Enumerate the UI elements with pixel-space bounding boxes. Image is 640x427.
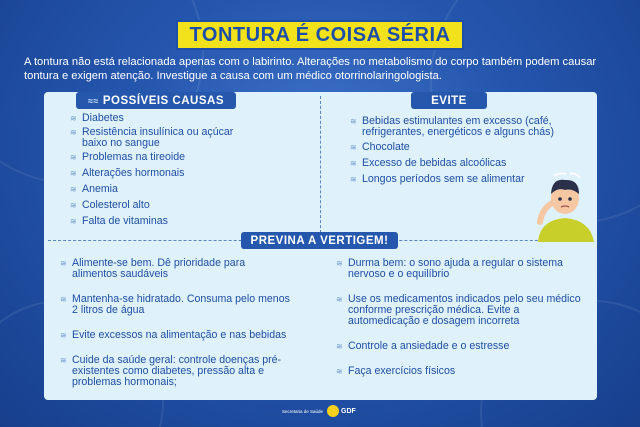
list-item-text: Controle a ansiedade e o estresse [348, 340, 510, 352]
list-item [70, 127, 250, 149]
wave-bullet-icon: ≋ [60, 259, 67, 268]
causes-heading-label: POSSÍVEIS CAUSAS [102, 94, 224, 107]
title-banner [176, 20, 464, 50]
list-item-text: Evite excessos na alimentação e nas bebidas [72, 329, 287, 341]
page-title: TONTURA É COISA SÉRIA [189, 23, 451, 46]
list-item [70, 200, 250, 211]
list-item-text: Chocolate [362, 141, 410, 153]
list-item-text: Durma bem: o sono ajuda a regular o sistema nervoso e o equilíbrio [348, 257, 563, 280]
list-item [60, 330, 292, 341]
list-item [350, 142, 588, 153]
list-item [60, 258, 292, 280]
wave-bullet-icon: ≋ [336, 295, 343, 304]
list-item-text: Longos períodos sem se alimentar [362, 173, 525, 185]
causes-list [70, 113, 250, 227]
avoid-heading [411, 92, 487, 109]
gdf-logo [327, 405, 356, 417]
list-item-text: Mantenha-se hidratado. Consuma pelo menos 2 litros de água [72, 293, 290, 316]
list-item-text: Resistência insulínica ou açúcar baixo no sangue [82, 126, 234, 149]
list-item-text: Diabetes [82, 112, 124, 124]
wave-bullet-icon: ≋ [350, 175, 357, 184]
list-item [336, 258, 586, 280]
list-item [70, 168, 250, 179]
wave-bullet-icon: ≋ [70, 153, 77, 162]
wave-bullet-icon: ≋ [336, 342, 343, 351]
list-item [336, 341, 586, 352]
wave-bullet-icon: ≋ [60, 356, 67, 365]
wave-bullet-icon: ≋ [336, 367, 343, 376]
list-item [70, 113, 250, 124]
list-item [336, 294, 586, 327]
intro-text: A tontura não está relacionada apenas com o labirinto. Alterações no metabolismo do corpo também podem causar tontura e exigem atenção. Investigue a causa com um médico otorrinolaringologista. [24, 56, 597, 82]
wave-icon: ≈≈ [87, 95, 99, 106]
list-item-text: Bebidas estimulantes em excesso (café, refrigerantes, energéticos e alguns chás) [362, 115, 554, 138]
avoid-heading-label: EVITE [431, 94, 467, 107]
list-item [70, 184, 250, 195]
prevent-list-right [336, 258, 586, 377]
list-item-text: Cuide da saúde geral: controle doenças pré-existentes como diabetes, pressão alta e problemas hormonais; [72, 354, 282, 388]
list-item-text: Colesterol alto [82, 199, 150, 211]
wave-bullet-icon: ≋ [60, 295, 67, 304]
wave-bullet-icon: ≋ [350, 159, 357, 168]
list-item-text: Alterações hormonais [82, 167, 185, 179]
wave-bullet-icon: ≋ [60, 331, 67, 340]
wave-bullet-icon: ≋ [350, 117, 357, 126]
dizzy-boy-illustration [532, 172, 598, 242]
list-item-text: Faça exercícios físicos [348, 365, 456, 377]
list-item-text: Falta de vitaminas [82, 215, 168, 227]
list-item [350, 158, 588, 169]
wave-bullet-icon: ≋ [336, 259, 343, 268]
list-item [60, 355, 292, 388]
footer-logos [282, 405, 356, 417]
vertical-divider [320, 96, 321, 238]
list-item [60, 294, 292, 316]
wave-bullet-icon: ≋ [350, 143, 357, 152]
list-item-text: Alimente-se bem. Dê prioridade para alimentos saudáveis [72, 257, 246, 280]
list-item [350, 116, 588, 138]
wave-bullet-icon: ≋ [70, 217, 77, 226]
causes-heading [76, 92, 236, 109]
prevent-heading [241, 232, 398, 249]
wave-bullet-icon: ≋ [70, 169, 77, 178]
list-item-text: Excesso de bebidas alcoólicas [362, 157, 507, 169]
list-item [336, 366, 586, 377]
wave-bullet-icon: ≋ [70, 185, 77, 194]
list-item [70, 152, 250, 163]
wave-bullet-icon: ≋ [70, 128, 77, 137]
wave-bullet-icon: ≋ [70, 114, 77, 123]
secretaria-logo: Secretaria de Saúde [282, 408, 324, 414]
list-item [70, 216, 250, 227]
sun-icon [327, 405, 339, 417]
prevent-list-left [60, 258, 292, 388]
list-item-text: Anemia [82, 183, 118, 195]
wave-bullet-icon: ≋ [70, 201, 77, 210]
prevent-heading-label: PREVINA A VERTIGEM! [250, 234, 389, 247]
gdf-logo-text: GDF [341, 407, 356, 415]
list-item-text: Use os medicamentos indicados pelo seu médico conforme prescrição médica. Evite a automedicação e dosagem incorreta [348, 293, 581, 327]
list-item-text: Problemas na tireoide [82, 151, 186, 163]
